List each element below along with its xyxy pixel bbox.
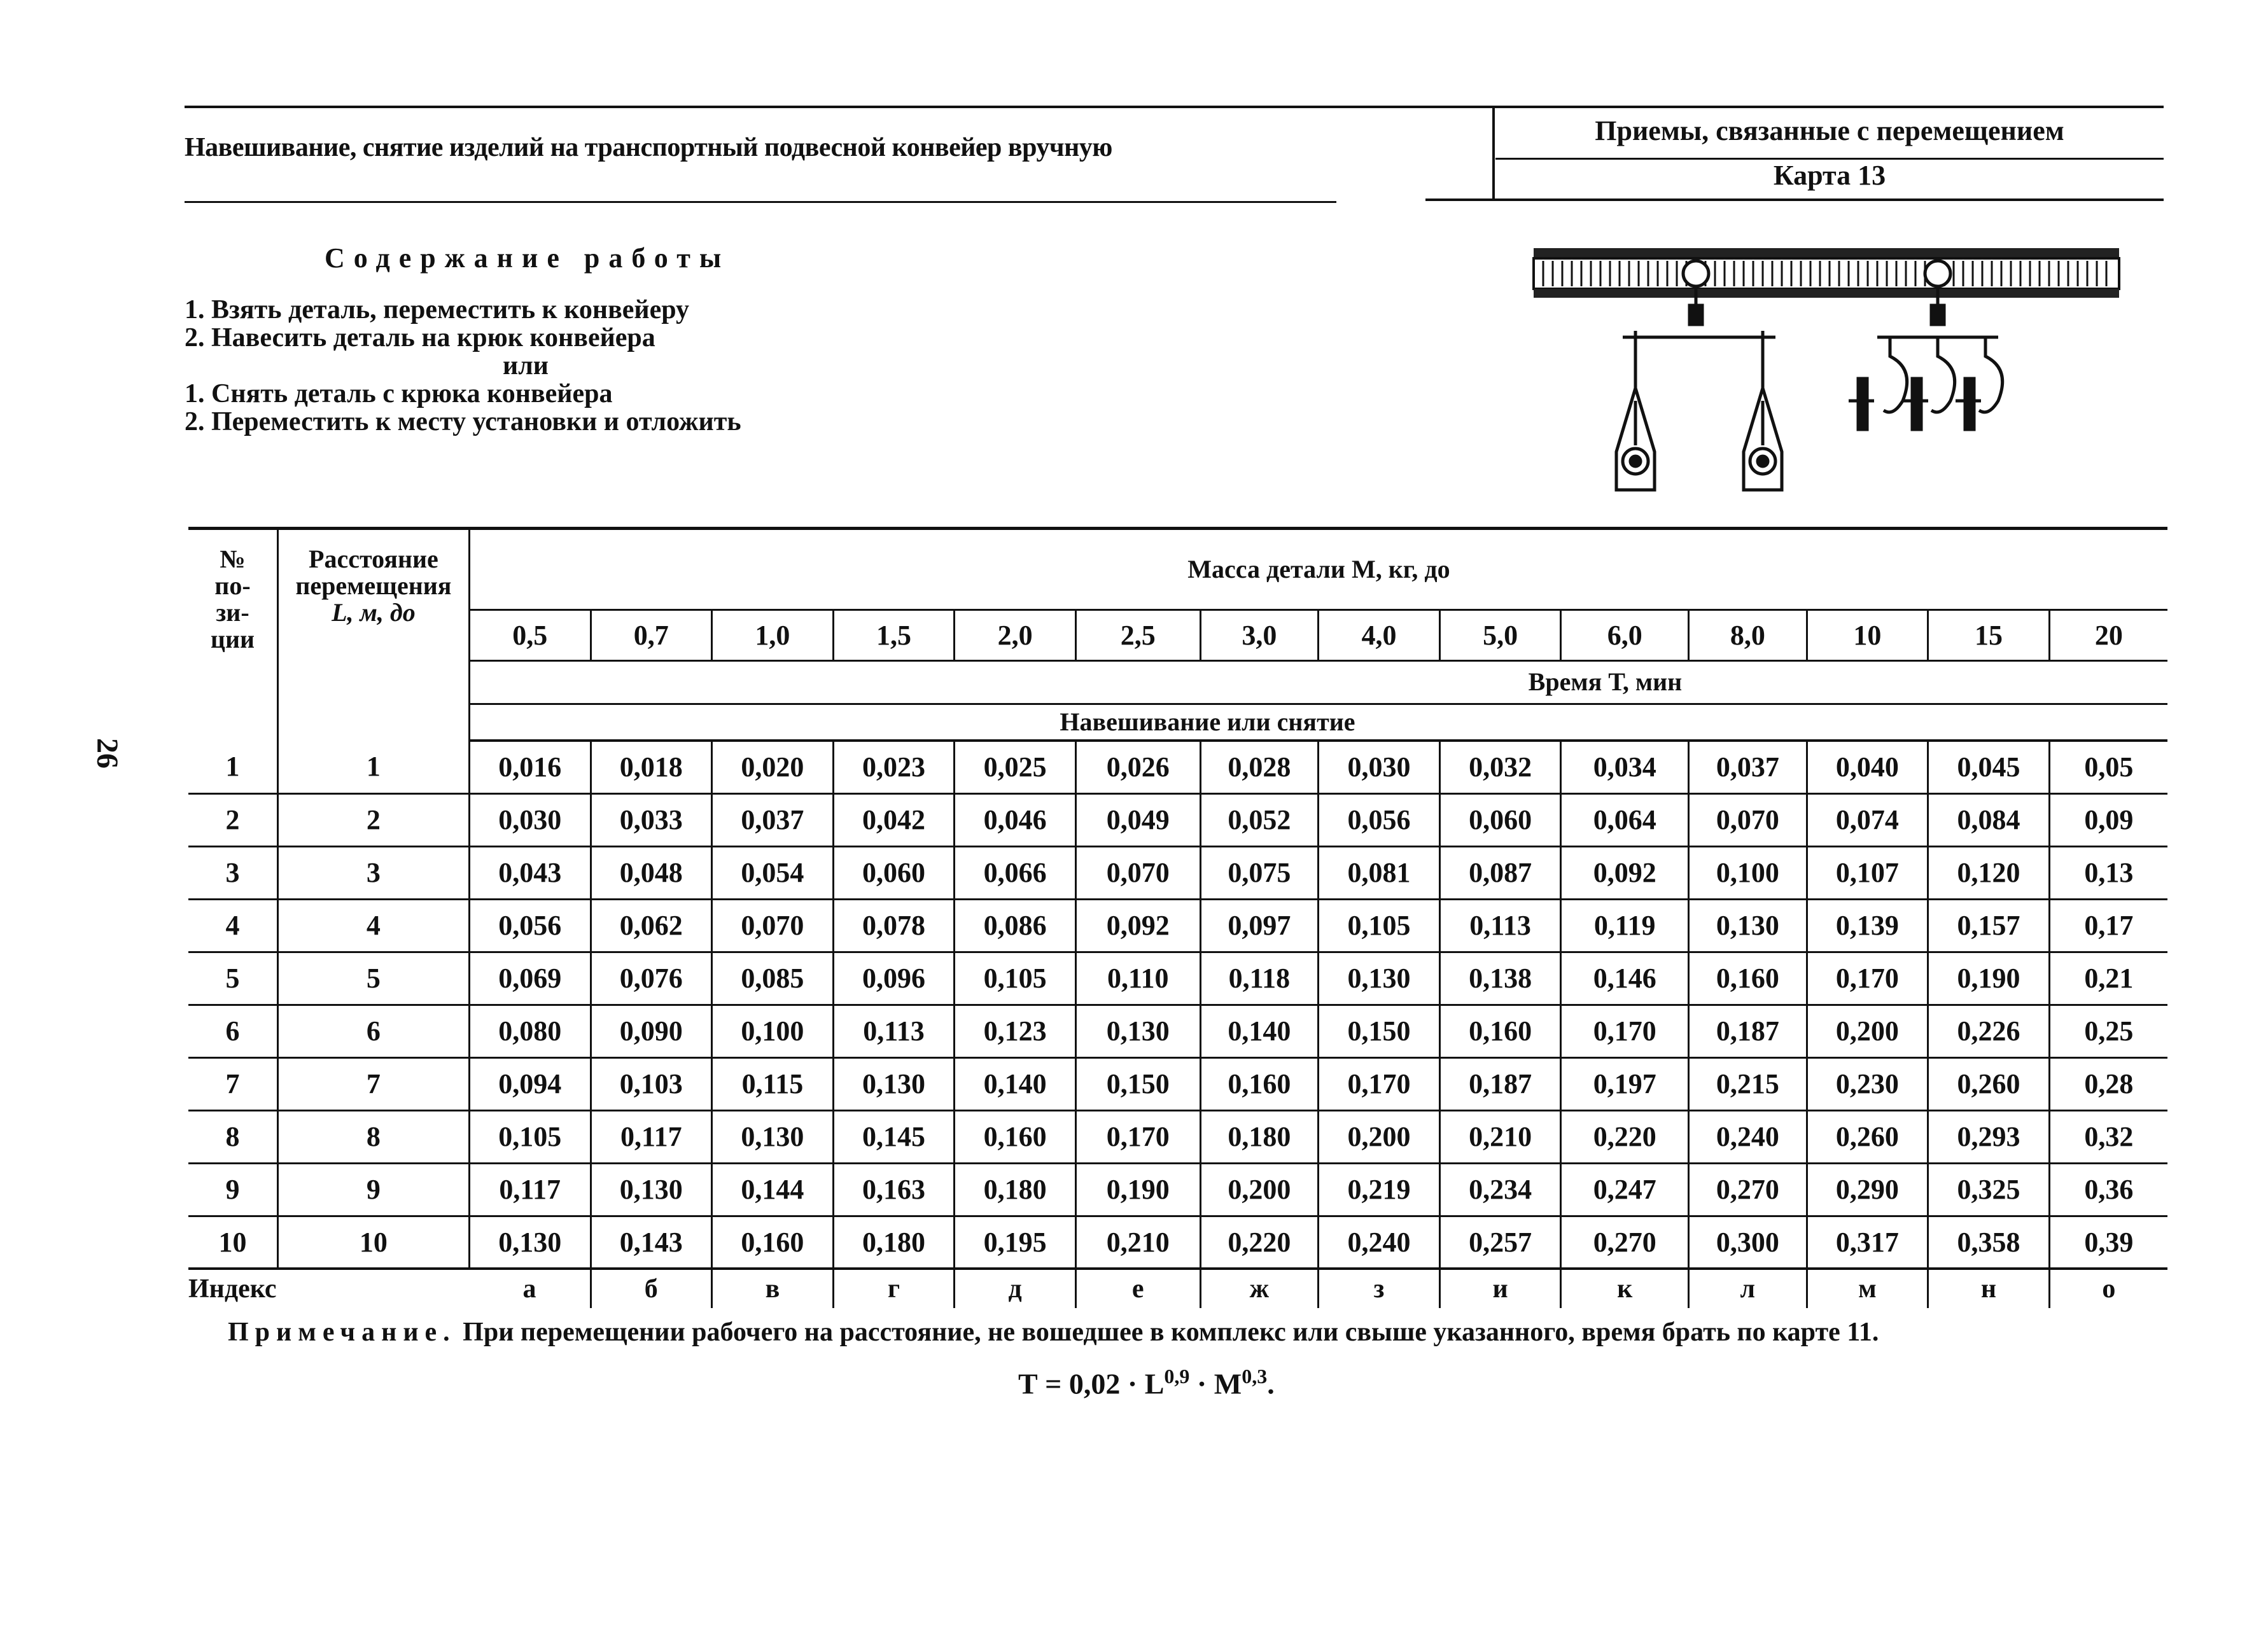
header-divider bbox=[1492, 106, 1495, 201]
header-bottom-rule-left bbox=[185, 201, 1336, 203]
time-value: 0,260 bbox=[1928, 1057, 2050, 1110]
time-value: 0,094 bbox=[469, 1057, 591, 1110]
time-value: 0,160 bbox=[712, 1216, 834, 1269]
time-value: 0,087 bbox=[1439, 846, 1561, 899]
time-value: 0,115 bbox=[712, 1057, 834, 1110]
card-number: Карта 13 bbox=[1773, 160, 1886, 191]
index-letter: к bbox=[1561, 1269, 1689, 1308]
time-value: 0,070 bbox=[712, 899, 834, 952]
mass-value: 15 bbox=[1928, 610, 2050, 660]
time-value: 0,180 bbox=[955, 1163, 1076, 1216]
work-content-title: Содержание работы bbox=[325, 242, 731, 274]
mass-value: 8,0 bbox=[1689, 610, 1807, 660]
col-header-position-line: № bbox=[220, 545, 246, 573]
index-letter: е bbox=[1075, 1269, 1200, 1308]
formula-suffix: . bbox=[1267, 1367, 1275, 1400]
mass-values-row bbox=[188, 610, 2167, 660]
time-value: 0,220 bbox=[1561, 1110, 1689, 1163]
time-value: 0,037 bbox=[712, 793, 834, 846]
time-value: 0,150 bbox=[1075, 1057, 1200, 1110]
time-value: 0,130 bbox=[1689, 899, 1807, 952]
time-value: 0,030 bbox=[469, 793, 591, 846]
index-letter: л bbox=[1689, 1269, 1807, 1308]
index-letter: в bbox=[712, 1269, 834, 1308]
col-header-distance-line: L, м, до bbox=[332, 598, 416, 627]
col-header-position-line: по- bbox=[214, 571, 251, 600]
time-value: 0,170 bbox=[1807, 952, 1928, 1005]
mass-value: 1,5 bbox=[833, 610, 955, 660]
work-step: 1. Взять деталь, переместить к конвейеру bbox=[185, 295, 690, 324]
time-value: 0,026 bbox=[1075, 741, 1200, 793]
time-value: 0,130 bbox=[712, 1110, 834, 1163]
time-value: 0,103 bbox=[591, 1057, 712, 1110]
time-value: 0,28 bbox=[2049, 1057, 2167, 1110]
time-value: 0,197 bbox=[1561, 1057, 1689, 1110]
row-distance: 1 bbox=[277, 741, 469, 793]
col-header-distance-line: перемещения bbox=[295, 571, 452, 600]
time-value: 0,040 bbox=[1807, 741, 1928, 793]
time-value: 0,042 bbox=[833, 793, 955, 846]
time-value: 0,138 bbox=[1439, 952, 1561, 1005]
row-position: 9 bbox=[188, 1163, 277, 1216]
work-step: 2. Навесить деталь на крюк конвейера bbox=[185, 323, 655, 352]
time-value: 0,257 bbox=[1439, 1216, 1561, 1269]
row-distance: 8 bbox=[277, 1110, 469, 1163]
time-value: 0,085 bbox=[712, 952, 834, 1005]
mass-header: Масса детали М, кг, до bbox=[469, 530, 2167, 610]
table-row bbox=[188, 1163, 2167, 1216]
time-value: 0,062 bbox=[591, 899, 712, 952]
time-value: 0,048 bbox=[591, 846, 712, 899]
time-value: 0,117 bbox=[469, 1163, 591, 1216]
table-row bbox=[188, 1110, 2167, 1163]
operation-header: Навешивание или снятие bbox=[469, 704, 2167, 741]
time-value: 0,049 bbox=[1075, 793, 1200, 846]
mass-value: 4,0 bbox=[1319, 610, 1440, 660]
row-position: 4 bbox=[188, 899, 277, 952]
col-header-position-line: зи- bbox=[216, 598, 249, 627]
time-value: 0,090 bbox=[591, 1005, 712, 1057]
work-step-or: или bbox=[503, 351, 549, 380]
header-top-rule bbox=[185, 106, 2164, 108]
time-value: 0,118 bbox=[1200, 952, 1319, 1005]
time-value: 0,240 bbox=[1319, 1216, 1440, 1269]
time-value: 0,13 bbox=[2049, 846, 2167, 899]
time-value: 0,32 bbox=[2049, 1110, 2167, 1163]
work-steps bbox=[185, 296, 741, 436]
time-value: 0,066 bbox=[955, 846, 1076, 899]
time-value: 0,130 bbox=[469, 1216, 591, 1269]
time-value: 0,290 bbox=[1807, 1163, 1928, 1216]
row-position: 1 bbox=[188, 741, 277, 793]
time-value: 0,21 bbox=[2049, 952, 2167, 1005]
time-value: 0,092 bbox=[1075, 899, 1200, 952]
table-row bbox=[188, 899, 2167, 952]
table-row bbox=[188, 1216, 2167, 1269]
time-value: 0,119 bbox=[1561, 899, 1689, 952]
row-distance: 6 bbox=[277, 1005, 469, 1057]
time-value: 0,043 bbox=[469, 846, 591, 899]
row-distance: 4 bbox=[277, 899, 469, 952]
time-value: 0,105 bbox=[1319, 899, 1440, 952]
time-value: 0,018 bbox=[591, 741, 712, 793]
time-value: 0,170 bbox=[1561, 1005, 1689, 1057]
time-value: 0,075 bbox=[1200, 846, 1319, 899]
time-value: 0,170 bbox=[1319, 1057, 1440, 1110]
mass-value: 3,0 bbox=[1200, 610, 1319, 660]
time-value: 0,120 bbox=[1928, 846, 2050, 899]
table-row bbox=[188, 741, 2167, 793]
time-value: 0,160 bbox=[955, 1110, 1076, 1163]
time-value: 0,187 bbox=[1689, 1005, 1807, 1057]
time-value: 0,180 bbox=[833, 1216, 955, 1269]
time-value: 0,146 bbox=[1561, 952, 1689, 1005]
time-value: 0,069 bbox=[469, 952, 591, 1005]
index-letter: и bbox=[1439, 1269, 1561, 1308]
time-value: 0,080 bbox=[469, 1005, 591, 1057]
time-value: 0,39 bbox=[2049, 1216, 2167, 1269]
row-distance: 10 bbox=[277, 1216, 469, 1269]
time-value: 0,140 bbox=[955, 1057, 1076, 1110]
time-value: 0,187 bbox=[1439, 1057, 1561, 1110]
col-header-distance-line: Расстояние bbox=[309, 545, 438, 573]
norm-table bbox=[188, 530, 2167, 1308]
time-value: 0,170 bbox=[1075, 1110, 1200, 1163]
time-value: 0,160 bbox=[1439, 1005, 1561, 1057]
time-value: 0,150 bbox=[1319, 1005, 1440, 1057]
index-row bbox=[188, 1269, 2167, 1308]
time-value: 0,052 bbox=[1200, 793, 1319, 846]
time-value: 0,054 bbox=[712, 846, 834, 899]
time-value: 0,033 bbox=[591, 793, 712, 846]
time-value: 0,030 bbox=[1319, 741, 1440, 793]
row-position: 10 bbox=[188, 1216, 277, 1269]
index-letter: а bbox=[469, 1269, 591, 1308]
index-letter: г bbox=[833, 1269, 955, 1308]
document-title: Навешивание, снятие изделий на транспортный подвесной конвейер вручную bbox=[185, 133, 1112, 162]
time-value: 0,144 bbox=[712, 1163, 834, 1216]
mass-value: 20 bbox=[2049, 610, 2167, 660]
time-value: 0,060 bbox=[1439, 793, 1561, 846]
index-letter: м bbox=[1807, 1269, 1928, 1308]
time-value: 0,096 bbox=[833, 952, 955, 1005]
mass-value: 2,5 bbox=[1075, 610, 1200, 660]
index-label: Индекс bbox=[188, 1269, 469, 1308]
formula-exp-l: 0,9 bbox=[1164, 1365, 1190, 1388]
index-letter: н bbox=[1928, 1269, 2050, 1308]
mass-value: 10 bbox=[1807, 610, 1928, 660]
work-step: 2. Переместить к месту установки и отложить bbox=[185, 407, 741, 436]
time-value: 0,325 bbox=[1928, 1163, 2050, 1216]
time-value: 0,05 bbox=[2049, 741, 2167, 793]
time-value: 0,160 bbox=[1200, 1057, 1319, 1110]
time-value: 0,074 bbox=[1807, 793, 1928, 846]
time-value: 0,220 bbox=[1200, 1216, 1319, 1269]
time-value: 0,200 bbox=[1319, 1110, 1440, 1163]
row-position: 8 bbox=[188, 1110, 277, 1163]
time-value: 0,020 bbox=[712, 741, 834, 793]
table-row bbox=[188, 952, 2167, 1005]
time-value: 0,107 bbox=[1807, 846, 1928, 899]
time-value: 0,113 bbox=[1439, 899, 1561, 952]
time-value: 0,139 bbox=[1807, 899, 1928, 952]
row-position: 2 bbox=[188, 793, 277, 846]
time-value: 0,117 bbox=[591, 1110, 712, 1163]
row-distance: 2 bbox=[277, 793, 469, 846]
section-title-right: Приемы, связанные с перемещением bbox=[1595, 115, 2064, 146]
time-value: 0,100 bbox=[1689, 846, 1807, 899]
time-value: 0,046 bbox=[955, 793, 1076, 846]
work-step: 1. Снять деталь с крюка конвейера bbox=[185, 379, 613, 408]
time-value: 0,230 bbox=[1807, 1057, 1928, 1110]
time-value: 0,300 bbox=[1689, 1216, 1807, 1269]
page-number: 26 bbox=[90, 738, 124, 769]
time-value: 0,226 bbox=[1928, 1005, 2050, 1057]
header-bottom-rule-right bbox=[1425, 199, 2164, 201]
time-value: 0,056 bbox=[469, 899, 591, 952]
col-header-position-line: ции bbox=[210, 625, 255, 653]
time-value: 0,064 bbox=[1561, 793, 1689, 846]
formula bbox=[1018, 1365, 1275, 1400]
row-distance: 5 bbox=[277, 952, 469, 1005]
time-value: 0,130 bbox=[591, 1163, 712, 1216]
time-value: 0,143 bbox=[591, 1216, 712, 1269]
time-value: 0,190 bbox=[1928, 952, 2050, 1005]
row-position: 6 bbox=[188, 1005, 277, 1057]
time-value: 0,219 bbox=[1319, 1163, 1440, 1216]
time-value: 0,157 bbox=[1928, 899, 2050, 952]
time-value: 0,045 bbox=[1928, 741, 2050, 793]
formula-prefix: Т = 0,02 · L bbox=[1018, 1367, 1165, 1400]
time-value: 0,190 bbox=[1075, 1163, 1200, 1216]
mass-value: 0,7 bbox=[591, 610, 712, 660]
time-value: 0,145 bbox=[833, 1110, 955, 1163]
formula-mid: · М bbox=[1189, 1367, 1242, 1400]
note-label: Примечание. bbox=[228, 1318, 456, 1347]
row-position: 5 bbox=[188, 952, 277, 1005]
time-value: 0,140 bbox=[1200, 1005, 1319, 1057]
time-value: 0,034 bbox=[1561, 741, 1689, 793]
time-value: 0,100 bbox=[712, 1005, 834, 1057]
time-value: 0,200 bbox=[1200, 1163, 1319, 1216]
time-header: Время Т, мин bbox=[469, 660, 2167, 704]
formula-exp-m: 0,3 bbox=[1242, 1365, 1268, 1388]
time-value: 0,076 bbox=[591, 952, 712, 1005]
row-distance: 3 bbox=[277, 846, 469, 899]
time-value: 0,060 bbox=[833, 846, 955, 899]
time-value: 0,17 bbox=[2049, 899, 2167, 952]
time-value: 0,081 bbox=[1319, 846, 1440, 899]
time-value: 0,130 bbox=[1075, 1005, 1200, 1057]
time-value: 0,037 bbox=[1689, 741, 1807, 793]
time-value: 0,056 bbox=[1319, 793, 1440, 846]
time-value: 0,215 bbox=[1689, 1057, 1807, 1110]
conveyor-illustration bbox=[1527, 242, 2125, 509]
index-letter: б bbox=[591, 1269, 712, 1308]
row-position: 3 bbox=[188, 846, 277, 899]
row-distance: 9 bbox=[277, 1163, 469, 1216]
time-value: 0,130 bbox=[1319, 952, 1440, 1005]
table-row bbox=[188, 1057, 2167, 1110]
time-value: 0,084 bbox=[1928, 793, 2050, 846]
table-row bbox=[188, 1005, 2167, 1057]
mass-value: 1,0 bbox=[712, 610, 834, 660]
time-value: 0,130 bbox=[833, 1057, 955, 1110]
col-header-distance bbox=[277, 530, 469, 741]
time-value: 0,113 bbox=[833, 1005, 955, 1057]
time-value: 0,023 bbox=[833, 741, 955, 793]
time-value: 0,163 bbox=[833, 1163, 955, 1216]
time-value: 0,210 bbox=[1439, 1110, 1561, 1163]
mass-value: 0,5 bbox=[469, 610, 591, 660]
index-letter: о bbox=[2049, 1269, 2167, 1308]
time-value: 0,092 bbox=[1561, 846, 1689, 899]
time-value: 0,25 bbox=[2049, 1005, 2167, 1057]
col-header-position bbox=[188, 530, 277, 741]
time-value: 0,36 bbox=[2049, 1163, 2167, 1216]
index-letter: ж bbox=[1200, 1269, 1319, 1308]
time-value: 0,025 bbox=[955, 741, 1076, 793]
time-value: 0,358 bbox=[1928, 1216, 2050, 1269]
time-value: 0,210 bbox=[1075, 1216, 1200, 1269]
time-value: 0,234 bbox=[1439, 1163, 1561, 1216]
note bbox=[228, 1317, 1879, 1348]
table-row bbox=[188, 793, 2167, 846]
time-value: 0,09 bbox=[2049, 793, 2167, 846]
row-position: 7 bbox=[188, 1057, 277, 1110]
row-distance: 7 bbox=[277, 1057, 469, 1110]
time-value: 0,097 bbox=[1200, 899, 1319, 952]
index-letter: з bbox=[1319, 1269, 1440, 1308]
time-value: 0,123 bbox=[955, 1005, 1076, 1057]
note-text: При перемещении рабочего на расстояние, не вошедшее в комплекс или свыше указанного, время брать по карте 11. bbox=[456, 1318, 1879, 1347]
time-value: 0,293 bbox=[1928, 1110, 2050, 1163]
table-row bbox=[188, 846, 2167, 899]
time-value: 0,247 bbox=[1561, 1163, 1689, 1216]
time-value: 0,260 bbox=[1807, 1110, 1928, 1163]
time-value: 0,110 bbox=[1075, 952, 1200, 1005]
time-value: 0,200 bbox=[1807, 1005, 1928, 1057]
time-value: 0,028 bbox=[1200, 741, 1319, 793]
mass-value: 5,0 bbox=[1439, 610, 1561, 660]
time-value: 0,086 bbox=[955, 899, 1076, 952]
conveyor-rail bbox=[1534, 248, 2119, 298]
time-value: 0,160 bbox=[1689, 952, 1807, 1005]
time-value: 0,240 bbox=[1689, 1110, 1807, 1163]
time-value: 0,032 bbox=[1439, 741, 1561, 793]
time-value: 0,070 bbox=[1075, 846, 1200, 899]
mass-value: 6,0 bbox=[1561, 610, 1689, 660]
time-value: 0,105 bbox=[955, 952, 1076, 1005]
time-value: 0,270 bbox=[1561, 1216, 1689, 1269]
time-value: 0,105 bbox=[469, 1110, 591, 1163]
time-value: 0,078 bbox=[833, 899, 955, 952]
mass-value: 2,0 bbox=[955, 610, 1076, 660]
time-value: 0,195 bbox=[955, 1216, 1076, 1269]
time-value: 0,317 bbox=[1807, 1216, 1928, 1269]
time-value: 0,180 bbox=[1200, 1110, 1319, 1163]
time-value: 0,070 bbox=[1689, 793, 1807, 846]
time-value: 0,270 bbox=[1689, 1163, 1807, 1216]
time-value: 0,016 bbox=[469, 741, 591, 793]
index-letter: д bbox=[955, 1269, 1076, 1308]
